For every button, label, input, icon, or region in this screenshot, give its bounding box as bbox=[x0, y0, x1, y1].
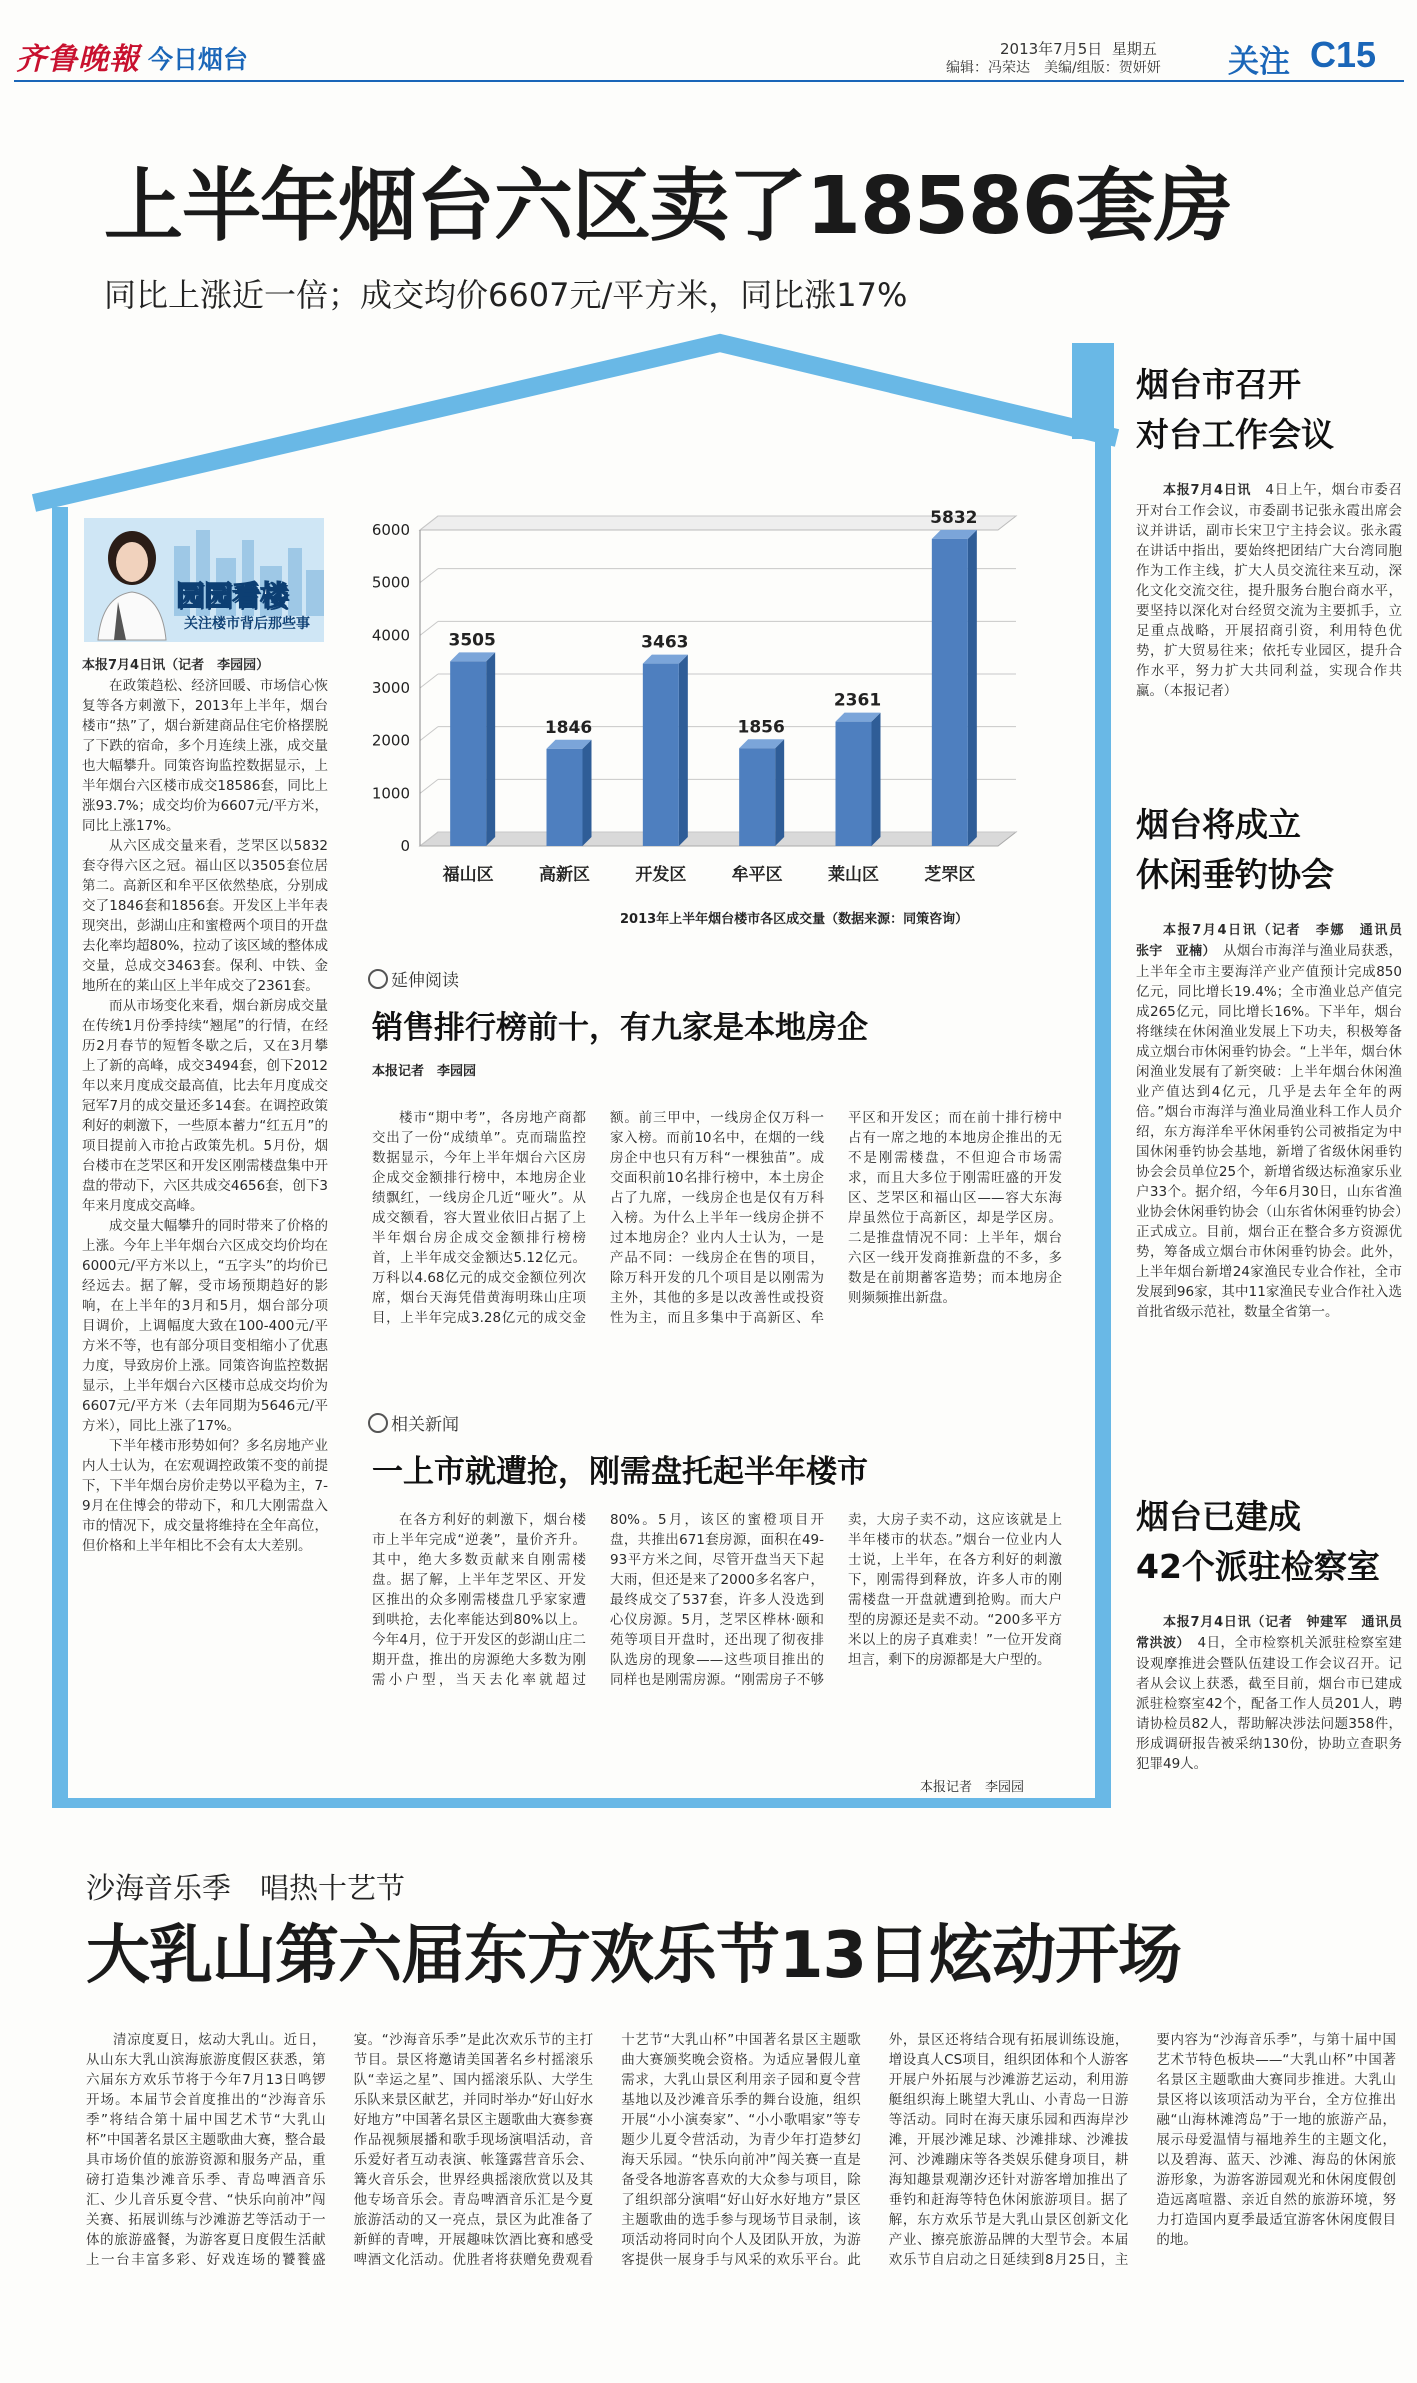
festival-text: 清凉度夏日，炫动大乳山。近日，从山东大乳山滨海旅游度假区获悉，第六届东方欢乐节将于今年7月13日鸣锣开场。本届节会首度推出的“沙海音乐季”将结合第十届中国艺术节“大乳山杯”中国著名景区主题歌曲大赛，整合最具市场价值的旅游资源和服务产品，重磅打造集沙滩音乐季、青岛啤酒音乐汇、少儿音乐夏令营、“快乐向前冲”闯关赛、拓展训练与沙滩游艺等活动于一体的旅游盛餐，为游客夏日度假生活献上一台丰富多彩、好戏连场的饕餮盛宴。“沙海音乐季”是此次欢乐节的主打节目。景区将邀请美国著名乡村摇滚乐队“幸运之星”、国内摇滚乐队、大学生乐队来景区献艺，并同时举办“好山好水好地方”中国著名景区主题歌曲大赛参赛作品视频展播和歌手现场演唱活动，音乐爱好者互动表演、帐篷露营音乐会、篝火音乐会，世界经典摇滚欣赏以及其他专场音乐会。青岛啤酒音乐汇是今夏旅游活动的又一亮点，景区为此准备了新鲜的青啤，开展趣味饮酒比赛和感受啤酒文化活动。优胜者将获赠免费观看十艺节“大乳山杯”中国著名景区主题歌曲大赛颁奖晚会资格。为适应暑假儿童需求，大乳山景区利用亲子园和夏令营基地以及沙滩音乐季的舞台设施，组织开展“小小演奏家”、“小小歌唱家”等专题少儿夏令营活动，为青少年打造梦幻海天乐园。“快乐向前冲”闯关赛一直是备受各地游客喜欢的大众参与项目，除了组织部分演唱“好山好水好地方”景区主题歌曲的选手参与现场节目录制，该项活动将同时向个人及团队开放，为游客提供一展身手与风采的欢乐平台。此外，景区还将结合现有拓展训练设施，增设真人CS项目，组织团体和个人游客开展户外拓展与沙滩游艺运动，利用游艇组织海上眺望大乳山、小青岛一日游等活动。同时在海天康乐园和西海岸沙滩，开展沙滩足球、沙滩排球、沙滩拔河、沙滩蹦床等各类娱乐健身项目，耕海知趣景观潮汐还针对游客增加推出了垂钓和赶海等特色休闲旅游项目。据了解，东方欢乐节是大乳山景区创新文化产业、擦亮旅游品牌的大型节会。本届欢乐节自启动之日延续到8月25日，主要内容为“沙海音乐季”，与第十届中国艺术节特色板块——“大乳山杯”中国著名景区主题歌曲大赛同步推进。大乳山景区将以该项活动为平台，全方位推出融“山海林滩湾岛”于一地的旅游产品，展示母爱温情与福地养生的主题文化，以及碧海、蓝天、沙滩、海岛的休闲旅游形象，为游客游园观光和休闲度假创造远离喧嚣、亲近自然的旅游环境，努力打造国内夏季最适宜游客休闲度假目的地。 bbox=[86, 2032, 1396, 2268]
chart-gridline-side bbox=[420, 727, 438, 741]
column-badge-tagline: 关注楼市背后那些事 bbox=[184, 616, 310, 632]
sidebar-story-title: 42个派驻检察室 bbox=[1136, 1547, 1380, 1586]
extended-reading-body bbox=[372, 1108, 1062, 1384]
chart-x-tick-label: 莱山区 bbox=[828, 865, 879, 885]
chart-y-tick-label: 4000 bbox=[371, 626, 410, 645]
bar-chart bbox=[358, 508, 1058, 933]
house-chimney bbox=[1072, 343, 1114, 439]
house-floor bbox=[52, 1798, 1111, 1808]
chart-data-label: 1846 bbox=[544, 717, 593, 738]
chart-x-tick-label: 牟平区 bbox=[731, 865, 783, 885]
section-bullet-icon bbox=[368, 1413, 388, 1433]
sidebar-story-text: 4日，全市检察机关派驻检察室建设观摩推进会暨队伍建设工作会议召开。记者从会议上获悉，截至目前，烟台市已建成派驻检察室42个，配备工作人员201人，聘请协检员82人，帮助解决涉法问题358件，形成调研报告被采纳130份，协助立查职务犯罪49人。 bbox=[1136, 1635, 1402, 1772]
reporter-portrait bbox=[92, 522, 172, 640]
chart-gridline-side bbox=[420, 779, 438, 793]
chart-gridline-side bbox=[420, 569, 438, 583]
chart-y-tick-label: 0 bbox=[400, 837, 410, 855]
chart-bar bbox=[836, 722, 872, 846]
column-badge bbox=[84, 518, 324, 642]
chart-caption: 2013年上半年烟台楼市各区成交量（数据来源：同策咨询） bbox=[620, 912, 969, 927]
chart-x-tick-label: 福山区 bbox=[442, 865, 494, 885]
chart-y-tick-label: 6000 bbox=[371, 521, 410, 539]
sidebar-story-title: 烟台市召开 bbox=[1136, 365, 1301, 404]
sidebar-story-title: 休闲垂钓协会 bbox=[1136, 855, 1334, 894]
main-article-paragraph: 成交量大幅攀升的同时带来了价格的上涨。今年上半年烟台六区成交均价均在6000元/平方米以上，“五字头”的均价已经远去。据了解，受市场预期趋好的影响，在上半年的3月和5月，烟台部分项目调价，上调幅度大致在100-400元/平方米不等，也有部分项目变相缩小了优惠力度，导致房价上涨。同策咨询监控数据显示，上半年烟台六区楼市总成交均价为6607元/平方米（去年同期为5646元/平方米），同比上涨了17%。 bbox=[82, 1218, 328, 1434]
extended-reading-label bbox=[368, 966, 459, 991]
main-headline: 上半年烟台六区卖了18586套房 bbox=[104, 160, 1232, 252]
main-article-byline: 本报7月4日讯（记者 李园园） bbox=[82, 658, 270, 673]
main-article-paragraph: 下半年楼市形势如何？多名房地产业内人士认为，在宏观调控政策不变的前提下，下半年烟台房价走势以平稳为主，7-9月在住博会的带动下，和几大刚需盘入市的情况下，成交量将维持在全年高位，但价格和上半年相比不会有太大差别。 bbox=[82, 1438, 328, 1554]
section-label: 今日烟台 bbox=[148, 45, 249, 74]
sidebar-story-title: 对台工作会议 bbox=[1136, 415, 1334, 454]
sidebar-story-body bbox=[1136, 1612, 1416, 1822]
bar-chart-svg bbox=[358, 508, 1058, 933]
editor-credits: 编辑：冯荣达 美编/组版：贺妍妍 bbox=[946, 60, 1161, 76]
date-text: 2013年7月5日 bbox=[1000, 40, 1103, 58]
festival-kicker: 沙海音乐季 唱热十艺节 bbox=[86, 1871, 406, 1905]
chart-x-tick-label: 高新区 bbox=[539, 865, 590, 885]
chart-bar bbox=[450, 661, 486, 846]
sidebar-story-body bbox=[1136, 920, 1416, 1460]
festival-body bbox=[86, 2030, 1396, 2370]
sidebar-story-byline: 本报7月4日讯（记者 钟建军 通讯员 常洪波） bbox=[1136, 1615, 1416, 1651]
related-news-label bbox=[368, 1410, 459, 1435]
chart-bar-side bbox=[486, 652, 495, 846]
main-article-paragraph: 而从市场变化来看，烟台新房成交量在传统1月份季持续“翘尾”的行情，在经历2月春节的短暂冬歇之后，又在3月攀上了新的高峰，成交3494套，创下2012年以来月度成交最高值，比去年月度成交冠军7月的成交量还多14套。在调控政策利好的刺激下，一些原本蓄力“红五月”的项目提前入市抢占政策先机。5月份，烟台楼市在芝罘区和开发区刚需楼盘集中开盘的带动下，六区共成交4656套，创下3年来月度成交高峰。 bbox=[82, 998, 328, 1214]
paper-logo: 齐鲁晚報 bbox=[16, 42, 140, 77]
sidebar-story-2 bbox=[1136, 800, 1416, 1460]
column-badge-title: 园园看楼 bbox=[176, 579, 289, 612]
chart-y-tick-label: 3000 bbox=[371, 679, 410, 697]
chart-bar bbox=[643, 664, 679, 846]
main-article-paragraph: 从六区成交量来看，芝罘区以5832套夺得六区之冠。福山区以3505套位居第二。高新区和牟平区依然垫底，分别成交了1846套和1856套。开发区上半年表现突出，彭湖山庄和蜜橙两个项目的开盘去化率均超80%，拉动了该区域的整体成交量，总成交3463套。保利、中铁、金地所在的莱山区上半年成交了2361套。 bbox=[82, 838, 329, 994]
extended-reading-headline: 销售排行榜前十，有九家是本地房企 bbox=[372, 1010, 868, 1046]
related-news-text: 在各方利好的刺激下，烟台楼市上半年完成“逆袭”，量价齐升。其中，绝大多数贡献来自刚需楼盘。据了解，上半年芝罘区、开发区推出的众多刚需楼盘几乎家家遭到哄抢，去化率能达到80%以上。今年4月，位于开发区的彭湖山庄二期开盘，推出的房源绝大多数为刚需小户型，当天去化率就超过80%。5月，该区的蜜橙项目开盘，共推出671套房源，面积在49-93平方米之间，尽管开盘当天下起大雨，但还是来了2000多名客户，最终成交了537套，许多人没选到心仪房源。5月，芝罘区桦林·颐和苑等项目开盘时，还出现了彻夜排队选房的现象——这些项目推出的同样也是刚需房源。“刚需房子不够卖，大房子卖不动，这应该就是上半年楼市的状态。”烟台一位业内人士说，上半年，在各方利好的刺激下，刚需得到释放，许多人市的刚需楼盘一开盘就遭到抢购。而大户型的房源还是卖不动。“200多平方米以上的房子真难卖！”一位开发商坦言，剩下的房源都是大户型的。 bbox=[372, 1512, 1062, 1688]
page-number: C15 bbox=[1310, 34, 1377, 75]
sidebar-story-title: 烟台将成立 bbox=[1136, 805, 1301, 844]
chart-floor bbox=[420, 832, 1016, 846]
house-wall-right bbox=[1095, 436, 1111, 1808]
chart-data-label: 5832 bbox=[930, 507, 978, 528]
chart-x-tick-label: 芝罘区 bbox=[924, 865, 976, 885]
sidebar-story-3 bbox=[1136, 1492, 1416, 1822]
house-roof bbox=[34, 343, 1117, 503]
related-news-body bbox=[372, 1510, 1062, 1774]
chart-bar-side bbox=[679, 655, 688, 846]
festival-headline: 大乳山第六届东方欢乐节13日炫动开场 bbox=[86, 1919, 1182, 1993]
chart-data-label: 3463 bbox=[641, 632, 689, 653]
chart-backwall-top bbox=[420, 516, 1016, 530]
chart-bar bbox=[932, 539, 968, 846]
section-bullet-icon bbox=[368, 969, 388, 989]
main-subheadline: 同比上涨近一倍；成交均价6607元/平方米，同比涨17% bbox=[104, 276, 908, 314]
chart-bar-side bbox=[968, 530, 977, 846]
sidebar-story-byline: 本报7月4日讯 bbox=[1163, 483, 1252, 498]
chart-x-tick-label: 开发区 bbox=[635, 865, 687, 885]
chart-bar-side bbox=[775, 739, 784, 846]
chart-bar bbox=[547, 749, 583, 846]
sidebar-story-title: 烟台已建成 bbox=[1136, 1497, 1301, 1536]
sidebar-story-body bbox=[1136, 480, 1402, 770]
chart-y-tick-label: 1000 bbox=[371, 784, 410, 803]
sidebar-story-text: 从烟台市海洋与渔业局获悉，上半年全市主要海洋产业产值预计完成850亿元，同比增长19.4%；全市渔业总产值完成265亿元，同比增长16%。下半年，烟台将继续在休闲渔业发展上下功夫，积极筹备成立烟台市休闲垂钓协会。“上半年，烟台休闲渔业发展有了新突破：上半年烟台休闲渔业产值达到4亿元，几乎是去年全年的两倍。”烟台市海洋与渔业局渔业科工作人员介绍，东方海洋牟平休闲垂钓公司被指定为中国休闲垂钓协会基地，新增了省级休闲垂钓协会会员单位25个，新增省级达标渔家乐业户33个。据介绍，今年6月30日，山东省渔业协会休闲垂钓协会（山东省休闲垂钓协会）正式成立。目前，烟台正在整合多方资源优势，筹备成立烟台市休闲垂钓协会。此外，上半年烟台新增24家渔民专业合作社，全市发展到96家，其中11家渔民专业合作社入选首批省级示范社，数量全省第一。 bbox=[1136, 943, 1402, 1320]
chart-gridline-side bbox=[420, 621, 438, 635]
related-news-byline: 本报记者 李园园 bbox=[920, 1780, 1025, 1795]
sidebar-story-1 bbox=[1136, 360, 1402, 770]
extended-reading-label-text: 延伸阅读 bbox=[391, 971, 459, 991]
main-article-body bbox=[82, 656, 328, 1556]
chart-bar-side bbox=[872, 713, 881, 846]
sidebar-story-byline: 本报7月4日讯（记者 李娜 通讯员 张宇 亚楠） bbox=[1136, 923, 1416, 959]
main-article-paragraph: 在政策趋松、经济回暖、市场信心恢复等各方刺激下，2013年上半年，烟台楼市“热”了，烟台新建商品住宅价格摆脱了下跌的宿命，多个月连续上涨，成交量也大幅攀升。同策咨询监控数据显示，上半年烟台六区楼市成交18586套，同比上涨93.7%；成交均价为6607元/平方米，同比上涨17%。 bbox=[82, 678, 328, 834]
extended-reading-text: 楼市“期中考”，各房地产商都交出了一份“成绩单”。克而瑞监控数据显示，今年上半年烟台六区房企成交金额排行榜中，本地房企业绩飘红，一线房企几近“哑火”。从成交额看，容大置业依旧占据了上半年烟台房企成交金额排行榜榜首，上半年成交金额达5.12亿元。万科以4.68亿元的成交金额位列次席，烟台天海凭借黄海明珠山庄项目，上半年完成3.28亿元的成交金额。前三甲中，一线房企仅万科一家入榜。而前10名中，在烟的一线房企中也只有万科“一棵独苗”。成交面积前10名排行榜中，本土房企占了九席，一线房企也是仅有万科入榜。为什么上半年一线房企拼不过本地房企？业内人士认为，一是产品不同：一线房企在售的项目，除万科开发的几个项目是以刚需为主外，其他的多是以改善性或投资性为主，而且多集中于高新区、牟平区和开发区；而在前十排行榜中占有一席之地的本地房企推出的无不是刚需楼盘，不但迎合市场需求，而且大多位于刚需旺盛的开发区、芝罘区和福山区——容大东海岸虽然位于高新区，却是学区房。二是推盘情况不同：上半年，烟台六区一线开发商推新盘的不多，多数是在前期蓄客造势；而本地房企则频频推出新盘。 bbox=[372, 1110, 1062, 1326]
chart-bar bbox=[739, 748, 775, 846]
weekday-text: 星期五 bbox=[1111, 40, 1157, 58]
chart-data-label: 3505 bbox=[448, 630, 496, 651]
house-wall-left bbox=[52, 507, 68, 1807]
chart-bar-side bbox=[583, 740, 592, 846]
extended-reading-byline: 本报记者 李园园 bbox=[372, 1064, 477, 1079]
chart-data-label: 2361 bbox=[833, 690, 882, 711]
chart-y-tick-label: 5000 bbox=[371, 573, 410, 592]
sidebar-story-text: 4日上午，烟台市委召开对台工作会议，市委副书记张永霞出席会议并讲话，副市长宋卫宁主持会议。张永霞在讲话中指出，要始终把团结广大台湾同胞作为工作主线，扩大人员交流往来互动，深化文化交流交往，提升服务台胞台商水平，要坚持以深化对台经贸交流为主要抓手，立足重点战略，开展招商引资，利用特色优势，扩大贸易往来；依托专业园区，提升合作水平，努力扩大共同利益，实现合作共赢。（本报记者） bbox=[1136, 482, 1403, 699]
chart-data-label: 1856 bbox=[737, 717, 785, 738]
column-label: 关注 bbox=[1228, 44, 1290, 80]
chart-y-tick-label: 2000 bbox=[371, 731, 410, 750]
chart-gridline-side bbox=[420, 674, 438, 688]
related-news-headline: 一上市就遭抢，刚需盘托起半年楼市 bbox=[372, 1454, 868, 1490]
related-news-label-text: 相关新闻 bbox=[391, 1415, 459, 1435]
